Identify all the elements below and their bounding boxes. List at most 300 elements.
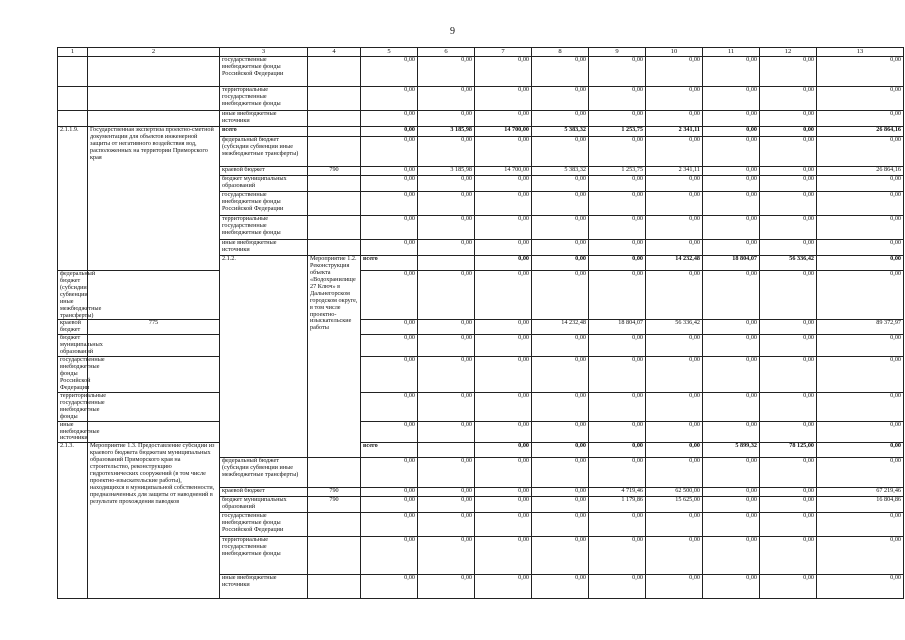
table-row bbox=[58, 270, 904, 320]
amount-cell: 0,00 bbox=[475, 497, 532, 513]
amount-cell: 0,00 bbox=[760, 320, 817, 335]
funding-source: бюджет муниципальных образований bbox=[58, 335, 88, 357]
amount-cell: 0,00 bbox=[703, 357, 760, 393]
amount-cell: 0,00 bbox=[475, 216, 532, 240]
column-number: 8 bbox=[532, 48, 589, 57]
grbs-code bbox=[308, 137, 361, 167]
amount-cell: 5 383,32 bbox=[532, 167, 589, 176]
amount-cell: 26 864,16 bbox=[817, 127, 904, 137]
column-number: 2 bbox=[88, 48, 220, 57]
amount-cell: 0,00 bbox=[418, 320, 475, 335]
funding-source: иные внебюджетные источники bbox=[220, 240, 308, 256]
column-number: 1 bbox=[58, 48, 88, 57]
amount-cell: 0,00 bbox=[760, 537, 817, 575]
amount-cell: 0,00 bbox=[646, 458, 703, 488]
funding-source: всего bbox=[361, 256, 418, 271]
grbs-code: 790 bbox=[308, 167, 361, 176]
amount-cell: 0,00 bbox=[532, 357, 589, 393]
grbs-code bbox=[308, 537, 361, 575]
amount-cell: 0,00 bbox=[418, 357, 475, 393]
amount-cell: 0,00 bbox=[760, 357, 817, 393]
amount-cell: 0,00 bbox=[361, 87, 418, 111]
amount-cell: 0,00 bbox=[361, 320, 418, 335]
amount-cell: 0,00 bbox=[703, 488, 760, 497]
amount-cell: 0,00 bbox=[589, 537, 646, 575]
column-number: 9 bbox=[589, 48, 646, 57]
amount-cell: 1 179,86 bbox=[589, 497, 646, 513]
amount-cell: 0,00 bbox=[817, 216, 904, 240]
amount-cell: 0,00 bbox=[475, 111, 532, 127]
amount-cell: 0,00 bbox=[418, 57, 475, 87]
column-number: 5 bbox=[361, 48, 418, 57]
amount-cell: 0,00 bbox=[817, 421, 904, 443]
amount-cell: 0,00 bbox=[532, 335, 589, 357]
amount-cell: 0,00 bbox=[646, 513, 703, 537]
amount-cell: 0,00 bbox=[418, 87, 475, 111]
amount-cell: 0,00 bbox=[817, 87, 904, 111]
grbs-code: 790 bbox=[308, 497, 361, 513]
amount-cell: 0,00 bbox=[760, 176, 817, 192]
amount-cell: 0,00 bbox=[532, 57, 589, 87]
column-number: 10 bbox=[646, 48, 703, 57]
amount-cell: 0,00 bbox=[475, 575, 532, 599]
grbs-code bbox=[308, 127, 361, 137]
budget-table bbox=[57, 47, 904, 599]
amount-cell: 0,00 bbox=[760, 270, 817, 320]
amount-cell: 0,00 bbox=[703, 111, 760, 127]
table-row bbox=[58, 87, 904, 111]
amount-cell: 1 253,75 bbox=[589, 127, 646, 137]
amount-cell: 0,00 bbox=[646, 357, 703, 393]
row-code bbox=[58, 57, 88, 87]
amount-cell: 0,00 bbox=[760, 216, 817, 240]
row-code bbox=[58, 111, 88, 127]
amount-cell: 0,00 bbox=[646, 111, 703, 127]
amount-cell: 62 500,00 bbox=[646, 488, 703, 497]
amount-cell: 0,00 bbox=[361, 127, 418, 137]
amount-cell: 0,00 bbox=[532, 270, 589, 320]
table-row bbox=[58, 335, 904, 357]
grbs-code bbox=[88, 270, 220, 320]
measure-name: Мероприятие 1.3. Предоставление субсидии из краевого бюджета бюджетам муниципальных образований Приморского края на строительство, реконструкцию гидротехнических сооружений (в том числе проектно-изыскательские работы), находящихся в муниципальной собственности, предназначенных для защиты от наводнений в результате прохождения паводков bbox=[88, 443, 220, 599]
amount-cell: 0,00 bbox=[760, 111, 817, 127]
amount-cell: 0,00 bbox=[646, 421, 703, 443]
column-number: 11 bbox=[703, 48, 760, 57]
amount-cell: 0,00 bbox=[817, 392, 904, 421]
amount-cell: 0,00 bbox=[703, 335, 760, 357]
amount-cell: 56 336,42 bbox=[646, 320, 703, 335]
amount-cell: 0,00 bbox=[532, 192, 589, 216]
amount-cell: 0,00 bbox=[475, 87, 532, 111]
funding-source: краевой бюджет bbox=[220, 488, 308, 497]
amount-cell: 0,00 bbox=[475, 458, 532, 488]
amount-cell: 0,00 bbox=[589, 256, 646, 271]
amount-cell: 0,00 bbox=[760, 87, 817, 111]
amount-cell: 0,00 bbox=[418, 111, 475, 127]
amount-cell: 0,00 bbox=[418, 137, 475, 167]
grbs-code bbox=[418, 443, 475, 458]
amount-cell: 0,00 bbox=[703, 137, 760, 167]
column-number: 6 bbox=[418, 48, 475, 57]
amount-cell: 18 804,07 bbox=[589, 320, 646, 335]
row-code: 2.1.3. bbox=[58, 443, 88, 599]
amount-cell: 0,00 bbox=[760, 497, 817, 513]
amount-cell: 0,00 bbox=[532, 111, 589, 127]
amount-cell: 0,00 bbox=[361, 137, 418, 167]
amount-cell: 0,00 bbox=[532, 256, 589, 271]
funding-source: иные внебюджетные источники bbox=[58, 421, 88, 443]
amount-cell: 0,00 bbox=[589, 192, 646, 216]
grbs-code bbox=[88, 421, 220, 443]
amount-cell: 0,00 bbox=[475, 513, 532, 537]
amount-cell: 14 232,48 bbox=[532, 320, 589, 335]
amount-cell: 0,00 bbox=[646, 537, 703, 575]
amount-cell: 0,00 bbox=[361, 240, 418, 256]
grbs-code: 775 bbox=[88, 320, 220, 335]
amount-cell: 0,00 bbox=[361, 176, 418, 192]
amount-cell: 0,00 bbox=[532, 458, 589, 488]
amount-cell: 0,00 bbox=[589, 575, 646, 599]
measure-name: Государственная экспертиза проектно-сметной документации для объектов инженерной защиты от негативного воздействия вод, расположенных на территории Приморского края bbox=[88, 127, 220, 271]
amount-cell: 0,00 bbox=[589, 357, 646, 393]
row-code: 2.1.1.9. bbox=[58, 127, 88, 271]
amount-cell: 0,00 bbox=[760, 335, 817, 357]
amount-cell: 0,00 bbox=[760, 137, 817, 167]
amount-cell: 0,00 bbox=[589, 513, 646, 537]
grbs-code bbox=[308, 176, 361, 192]
amount-cell: 5 899,32 bbox=[703, 443, 760, 458]
grbs-code bbox=[308, 216, 361, 240]
amount-cell: 0,00 bbox=[703, 240, 760, 256]
column-number: 13 bbox=[817, 48, 904, 57]
amount-cell: 0,00 bbox=[646, 57, 703, 87]
amount-cell: 0,00 bbox=[418, 537, 475, 575]
amount-cell: 0,00 bbox=[646, 443, 703, 458]
amount-cell: 0,00 bbox=[475, 443, 532, 458]
amount-cell: 0,00 bbox=[760, 192, 817, 216]
amount-cell: 2 341,11 bbox=[646, 167, 703, 176]
amount-cell: 0,00 bbox=[361, 111, 418, 127]
funding-source: бюджет муниципальных образований bbox=[220, 176, 308, 192]
amount-cell: 0,00 bbox=[646, 87, 703, 111]
amount-cell: 0,00 bbox=[589, 335, 646, 357]
grbs-code bbox=[308, 57, 361, 87]
grbs-code: 790 bbox=[308, 488, 361, 497]
amount-cell: 0,00 bbox=[475, 488, 532, 497]
amount-cell: 0,00 bbox=[703, 497, 760, 513]
amount-cell: 0,00 bbox=[760, 458, 817, 488]
amount-cell: 0,00 bbox=[760, 240, 817, 256]
amount-cell: 0,00 bbox=[589, 443, 646, 458]
amount-cell: 0,00 bbox=[760, 167, 817, 176]
amount-cell: 0,00 bbox=[703, 320, 760, 335]
amount-cell: 0,00 bbox=[703, 270, 760, 320]
amount-cell: 0,00 bbox=[418, 497, 475, 513]
amount-cell: 0,00 bbox=[532, 513, 589, 537]
amount-cell: 0,00 bbox=[475, 392, 532, 421]
amount-cell: 0,00 bbox=[589, 87, 646, 111]
funding-source: территориальные государственные внебюджетные фонды bbox=[58, 392, 88, 421]
amount-cell: 0,00 bbox=[532, 137, 589, 167]
amount-cell: 0,00 bbox=[361, 392, 418, 421]
amount-cell: 5 383,32 bbox=[532, 127, 589, 137]
amount-cell: 0,00 bbox=[475, 256, 532, 271]
funding-source: государственные внебюджетные фонды Российской Федерации bbox=[220, 513, 308, 537]
amount-cell: 14 700,00 bbox=[475, 167, 532, 176]
grbs-code bbox=[308, 575, 361, 599]
amount-cell: 0,00 bbox=[532, 216, 589, 240]
amount-cell: 0,00 bbox=[817, 240, 904, 256]
amount-cell: 0,00 bbox=[589, 111, 646, 127]
amount-cell: 0,00 bbox=[817, 256, 904, 271]
funding-source: федеральный бюджет (субсидии субвенции иные межбюджетные трансферты) bbox=[220, 137, 308, 167]
table-row bbox=[58, 320, 904, 335]
amount-cell: 0,00 bbox=[532, 87, 589, 111]
amount-cell: 0,00 bbox=[361, 488, 418, 497]
amount-cell: 0,00 bbox=[817, 537, 904, 575]
amount-cell: 0,00 bbox=[361, 421, 418, 443]
funding-source: иные внебюджетные источники bbox=[220, 575, 308, 599]
table-row bbox=[58, 357, 904, 393]
amount-cell: 0,00 bbox=[817, 176, 904, 192]
amount-cell: 0,00 bbox=[532, 497, 589, 513]
grbs-code bbox=[308, 458, 361, 488]
amount-cell: 0,00 bbox=[475, 176, 532, 192]
funding-source: бюджет муниципальных образований bbox=[220, 497, 308, 513]
column-number: 7 bbox=[475, 48, 532, 57]
grbs-code bbox=[308, 240, 361, 256]
amount-cell: 0,00 bbox=[418, 392, 475, 421]
amount-cell: 0,00 bbox=[475, 320, 532, 335]
amount-cell: 0,00 bbox=[760, 392, 817, 421]
amount-cell: 0,00 bbox=[817, 57, 904, 87]
amount-cell: 0,00 bbox=[418, 240, 475, 256]
amount-cell: 0,00 bbox=[475, 537, 532, 575]
amount-cell: 0,00 bbox=[475, 270, 532, 320]
amount-cell: 0,00 bbox=[760, 57, 817, 87]
amount-cell: 14 700,00 bbox=[475, 127, 532, 137]
amount-cell: 0,00 bbox=[589, 176, 646, 192]
column-number: 12 bbox=[760, 48, 817, 57]
amount-cell: 15 625,00 bbox=[646, 497, 703, 513]
amount-cell: 0,00 bbox=[361, 497, 418, 513]
amount-cell: 0,00 bbox=[703, 167, 760, 176]
amount-cell: 0,00 bbox=[646, 240, 703, 256]
funding-source: территориальные государственные внебюджетные фонды bbox=[220, 216, 308, 240]
amount-cell: 0,00 bbox=[817, 335, 904, 357]
amount-cell: 0,00 bbox=[418, 458, 475, 488]
amount-cell: 0,00 bbox=[361, 513, 418, 537]
amount-cell: 0,00 bbox=[760, 127, 817, 137]
table-row bbox=[58, 111, 904, 127]
table-row bbox=[58, 443, 904, 458]
amount-cell: 0,00 bbox=[475, 192, 532, 216]
amount-cell: 0,00 bbox=[760, 488, 817, 497]
amount-cell: 26 864,16 bbox=[817, 167, 904, 176]
amount-cell: 0,00 bbox=[532, 240, 589, 256]
amount-cell: 0,00 bbox=[703, 127, 760, 137]
grbs-code bbox=[308, 513, 361, 537]
amount-cell: 0,00 bbox=[475, 421, 532, 443]
grbs-code bbox=[418, 256, 475, 271]
amount-cell: 0,00 bbox=[475, 335, 532, 357]
amount-cell: 0,00 bbox=[646, 270, 703, 320]
amount-cell: 0,00 bbox=[589, 270, 646, 320]
grbs-code bbox=[88, 357, 220, 393]
amount-cell: 0,00 bbox=[703, 87, 760, 111]
page-number: 9 bbox=[450, 26, 455, 37]
grbs-code bbox=[308, 111, 361, 127]
amount-cell: 0,00 bbox=[475, 137, 532, 167]
funding-source: федеральный бюджет (субсидии субвенции иные межбюджетные трансферты) bbox=[220, 458, 308, 488]
column-number: 3 bbox=[220, 48, 308, 57]
grbs-code bbox=[88, 392, 220, 421]
amount-cell: 0,00 bbox=[475, 240, 532, 256]
amount-cell: 0,00 bbox=[361, 537, 418, 575]
amount-cell: 0,00 bbox=[361, 575, 418, 599]
amount-cell: 0,00 bbox=[361, 216, 418, 240]
amount-cell: 4 719,46 bbox=[589, 488, 646, 497]
amount-cell: 0,00 bbox=[760, 421, 817, 443]
amount-cell: 0,00 bbox=[418, 575, 475, 599]
measure-name: Мероприятие 1.2. Реконструкция объекта «Водохранилище 27 Ключ» в Дальнегорском городском округе, в том числе проектно-изыскательские работы bbox=[308, 256, 361, 458]
row-code bbox=[58, 87, 88, 111]
amount-cell: 0,00 bbox=[589, 216, 646, 240]
amount-cell: 0,00 bbox=[646, 176, 703, 192]
funding-source: государственные внебюджетные фонды Российской Федерации bbox=[220, 192, 308, 216]
amount-cell: 0,00 bbox=[703, 192, 760, 216]
funding-source: территориальные государственные внебюджетные фонды bbox=[220, 87, 308, 111]
amount-cell: 0,00 bbox=[646, 575, 703, 599]
amount-cell: 0,00 bbox=[817, 192, 904, 216]
funding-source: всего bbox=[361, 443, 418, 458]
amount-cell: 0,00 bbox=[817, 443, 904, 458]
measure-name bbox=[88, 111, 220, 127]
amount-cell: 0,00 bbox=[646, 335, 703, 357]
amount-cell: 0,00 bbox=[361, 167, 418, 176]
amount-cell: 0,00 bbox=[418, 513, 475, 537]
funding-source: государственные внебюджетные фонды Российской Федерации bbox=[220, 57, 308, 87]
amount-cell: 0,00 bbox=[703, 421, 760, 443]
grbs-code bbox=[308, 87, 361, 111]
amount-cell: 0,00 bbox=[475, 357, 532, 393]
amount-cell: 0,00 bbox=[646, 192, 703, 216]
amount-cell: 0,00 bbox=[817, 137, 904, 167]
amount-cell: 0,00 bbox=[532, 392, 589, 421]
table-body bbox=[58, 57, 904, 599]
amount-cell: 0,00 bbox=[361, 458, 418, 488]
grbs-code bbox=[88, 335, 220, 357]
amount-cell: 3 185,98 bbox=[418, 167, 475, 176]
amount-cell: 0,00 bbox=[361, 357, 418, 393]
amount-cell: 0,00 bbox=[532, 443, 589, 458]
amount-cell: 0,00 bbox=[703, 537, 760, 575]
amount-cell: 89 372,97 bbox=[817, 320, 904, 335]
amount-cell: 0,00 bbox=[361, 192, 418, 216]
amount-cell: 0,00 bbox=[418, 335, 475, 357]
amount-cell: 0,00 bbox=[418, 488, 475, 497]
amount-cell: 0,00 bbox=[532, 176, 589, 192]
amount-cell: 0,00 bbox=[703, 513, 760, 537]
amount-cell: 0,00 bbox=[817, 111, 904, 127]
amount-cell: 0,00 bbox=[589, 421, 646, 443]
grbs-code bbox=[308, 192, 361, 216]
amount-cell: 0,00 bbox=[418, 216, 475, 240]
amount-cell: 14 232,48 bbox=[646, 256, 703, 271]
funding-source: иные внебюджетные источники bbox=[220, 111, 308, 127]
funding-source: всего bbox=[220, 127, 308, 137]
amount-cell: 0,00 bbox=[361, 270, 418, 320]
amount-cell: 0,00 bbox=[589, 240, 646, 256]
amount-cell: 78 125,00 bbox=[760, 443, 817, 458]
amount-cell: 0,00 bbox=[418, 421, 475, 443]
amount-cell: 3 185,98 bbox=[418, 127, 475, 137]
funding-source: территориальные государственные внебюджетные фонды bbox=[220, 537, 308, 575]
amount-cell: 0,00 bbox=[589, 137, 646, 167]
amount-cell: 0,00 bbox=[532, 488, 589, 497]
amount-cell: 0,00 bbox=[418, 192, 475, 216]
amount-cell: 0,00 bbox=[703, 458, 760, 488]
row-code: 2.1.2. bbox=[220, 256, 308, 458]
funding-source: краевой бюджет bbox=[220, 167, 308, 176]
amount-cell: 0,00 bbox=[361, 335, 418, 357]
amount-cell: 2 341,11 bbox=[646, 127, 703, 137]
table-row bbox=[58, 57, 904, 87]
measure-name bbox=[88, 57, 220, 87]
amount-cell: 0,00 bbox=[646, 392, 703, 421]
amount-cell: 0,00 bbox=[418, 176, 475, 192]
amount-cell: 0,00 bbox=[817, 575, 904, 599]
column-number-row bbox=[58, 48, 904, 57]
amount-cell: 0,00 bbox=[361, 57, 418, 87]
amount-cell: 0,00 bbox=[760, 575, 817, 599]
amount-cell: 1 253,75 bbox=[589, 167, 646, 176]
amount-cell: 0,00 bbox=[532, 537, 589, 575]
amount-cell: 0,00 bbox=[532, 575, 589, 599]
amount-cell: 16 804,86 bbox=[817, 497, 904, 513]
amount-cell: 0,00 bbox=[703, 392, 760, 421]
amount-cell: 0,00 bbox=[589, 458, 646, 488]
amount-cell: 0,00 bbox=[589, 392, 646, 421]
funding-source: федеральный бюджет (субсидии субвенции иные межбюджетные трансферты) bbox=[58, 270, 88, 320]
amount-cell: 0,00 bbox=[532, 421, 589, 443]
amount-cell: 0,00 bbox=[760, 513, 817, 537]
amount-cell: 0,00 bbox=[817, 357, 904, 393]
table-row bbox=[58, 421, 904, 443]
table-row bbox=[58, 127, 904, 137]
amount-cell: 0,00 bbox=[418, 270, 475, 320]
amount-cell: 0,00 bbox=[703, 575, 760, 599]
amount-cell: 0,00 bbox=[817, 270, 904, 320]
funding-source: государственные внебюджетные фонды Российской Федерации bbox=[58, 357, 88, 393]
amount-cell: 0,00 bbox=[703, 57, 760, 87]
amount-cell: 0,00 bbox=[703, 176, 760, 192]
amount-cell: 0,00 bbox=[475, 57, 532, 87]
amount-cell: 0,00 bbox=[646, 137, 703, 167]
measure-name bbox=[88, 87, 220, 111]
table-row bbox=[58, 392, 904, 421]
amount-cell: 0,00 bbox=[817, 458, 904, 488]
amount-cell: 0,00 bbox=[589, 57, 646, 87]
amount-cell: 0,00 bbox=[817, 513, 904, 537]
amount-cell: 0,00 bbox=[646, 216, 703, 240]
amount-cell: 67 219,46 bbox=[817, 488, 904, 497]
amount-cell: 56 336,42 bbox=[760, 256, 817, 271]
amount-cell: 0,00 bbox=[703, 216, 760, 240]
amount-cell: 18 804,07 bbox=[703, 256, 760, 271]
column-number: 4 bbox=[308, 48, 361, 57]
funding-source: краевой бюджет bbox=[58, 320, 88, 335]
